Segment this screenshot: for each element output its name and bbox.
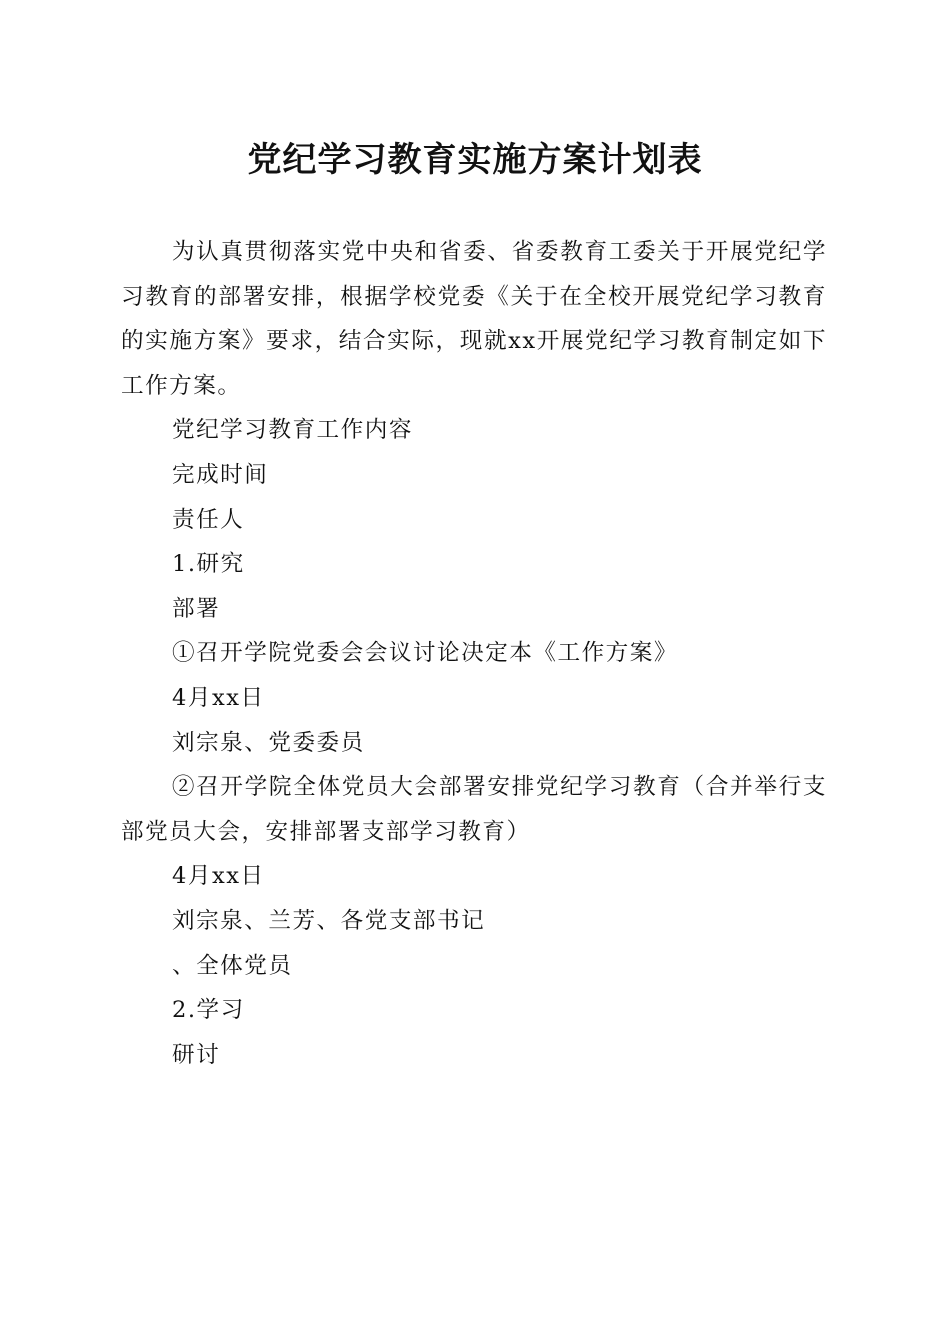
content-header-line: 党纪学习教育工作内容: [172, 417, 413, 444]
task-1-owner: 刘宗泉、党委委员: [172, 729, 365, 756]
task-2-owner: 刘宗泉、兰芳、各党支部书记: [172, 907, 486, 934]
task-1-date: 4月xx日: [172, 684, 265, 711]
section-1-heading: 1.研究: [172, 551, 245, 578]
task-1-line: ①召开学院党委会会议讨论决定本《工作方案》: [172, 640, 678, 667]
document-body: [121, 230, 827, 1077]
task-2-paragraph: ②召开学院全体党员大会部署安排党纪学习教育（合并举行支部党员大会，安排部署支部学习教育）: [121, 774, 827, 845]
intro-paragraph: 为认真贯彻落实党中央和省委、省委教育工委关于开展党纪学习教育的部署安排，根据学校党委《关于在全校开展党纪学习教育的实施方案》要求，结合实际，现就xx开展党纪学习教育制定如下工作方案。: [121, 239, 827, 399]
task-2-date: 4月xx日: [172, 863, 265, 890]
section-2-subheading: 研讨: [172, 1041, 221, 1068]
owner-header-line: 责任人: [172, 506, 245, 533]
document-title: 党纪学习教育实施方案计划表: [247, 140, 703, 180]
section-1-subheading: 部署: [172, 595, 221, 622]
time-header-line: 完成时间: [172, 461, 269, 488]
section-2-heading: 2.学习: [172, 997, 245, 1024]
task-2-owner-cont: 、全体党员: [172, 952, 293, 979]
